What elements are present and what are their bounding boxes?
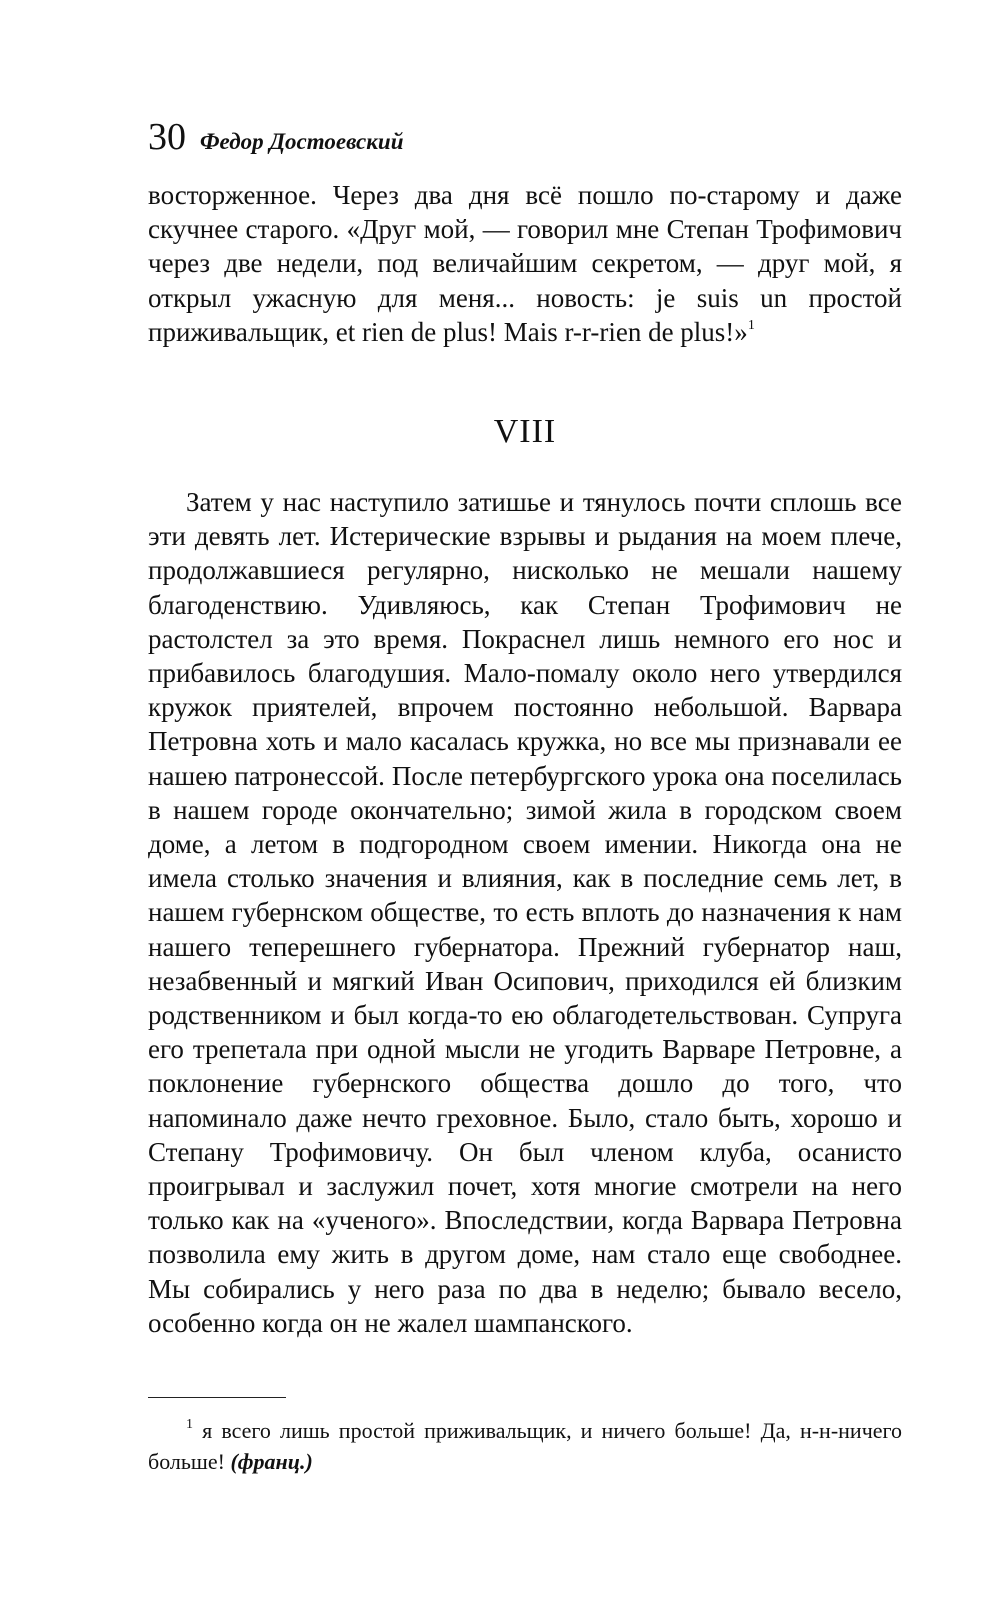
footnote-reference: 1: [747, 317, 755, 333]
footnote-marker: 1: [186, 1416, 193, 1432]
page-number: 30: [148, 116, 186, 158]
chapter-paragraph: Затем у нас наступило затишье и тянулось почти сплошь все эти девять лет. Истерические взрывы и рыдания на моем плече, продолжавшиеся регулярно, нисколько не мешали нашему благоденствию. Удивляюсь, как Степан Трофимович не растолстел за это время. Покраснел лишь немного его нос и прибавилось благодушия. Мало-помалу около него утвердился кружок приятелей, впрочем постоянно небольшой. Варвара Петровна хоть и мало касалась кружка, но все мы признавали ее нашею патронессой. После петербургского урока она поселилась в нашем городе окончательно; зимой жила в городском своем доме, а летом в подгородном своем имении. Никогда она не имела столько значения и влияния, как в последние семь лет, в нашем губернском обществе, то есть вплоть до назначения к нам нашего теперешнего губернатора. Прежний губернатор наш, незабвенный и мягкий Иван Осипович, приходился ей близким родственником и был когда-то ею облагодетельствован. Супруга его трепетала при одной мысли не угодить Варваре Петровне, а поклонение губернского общества дошло до того, что напоминало даже нечто греховное. Было, стало быть, хорошо и Степану Трофимовичу. Он был членом клуба, осанисто проигрывал и заслужил почет, хотя многие смотрели на него только как на «ученого». Впоследствии, когда Варвара Петровна позволила ему жить в другом доме, нам стало еще свободнее. Мы собирались у него раза по два в неделю; бывало весело, особенно когда он не жалел шампанского.: [148, 487, 902, 1338]
book-author: Федор Достоевский: [200, 129, 404, 154]
chapter-heading: VIII: [493, 413, 557, 450]
footnote-language-note: (франц.): [230, 1449, 313, 1474]
continued-paragraph: [148, 178, 902, 349]
continued-paragraph-text: восторженное. Через два дня всё пошло по-старому и даже скучнее старого. «Друг мой, — говорил мне Степан Трофимович через две недели, под величайшим секретом, — друг мой, я открыл ужасную для меня... новость: je suis un простой приживальщик, et rien de plus! Mais r-r-rien de plus!»: [148, 180, 902, 347]
footnote-divider: [148, 1397, 286, 1398]
footnote-text: я всего лишь простой приживальщик, и ничего больше! Да, н-н-ничего больше!: [148, 1418, 902, 1474]
running-header: [148, 112, 404, 162]
footnote: [148, 1415, 902, 1477]
